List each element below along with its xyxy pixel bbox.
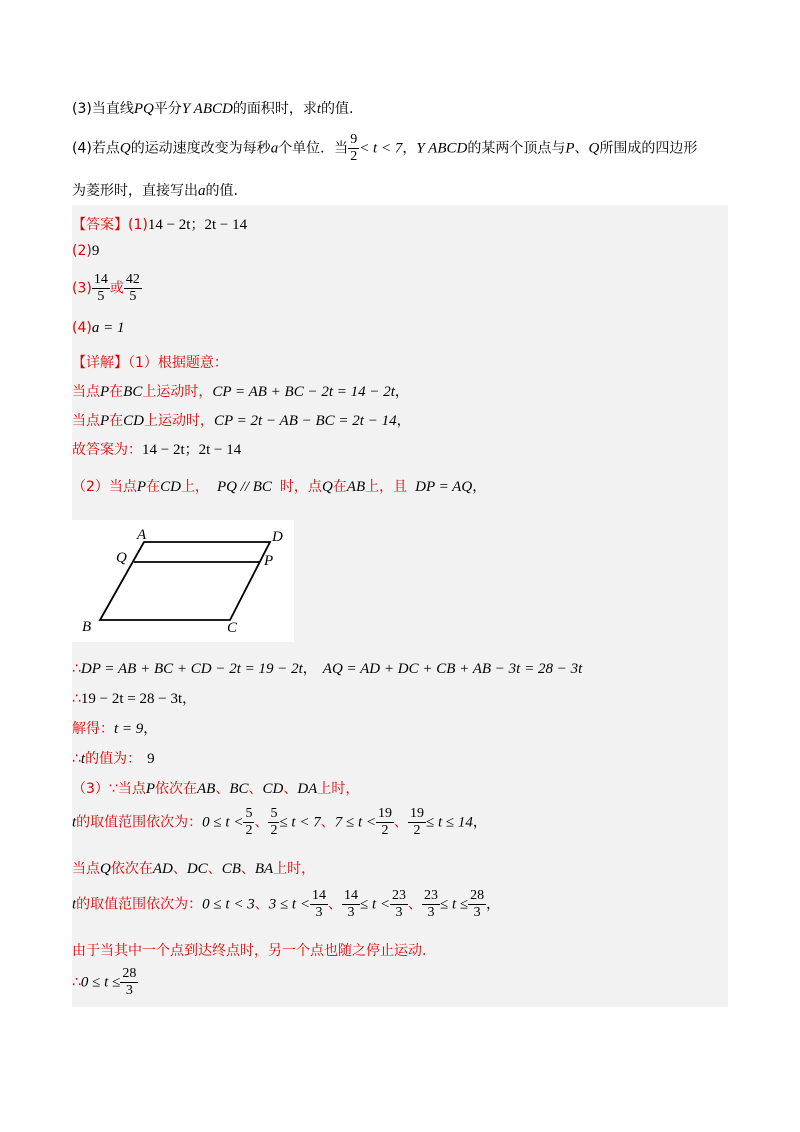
detail-1-line-3: 故答案为：14 − 2t；2t − 14 [72, 442, 242, 458]
fraction: $\frac{9}{2}$ [350, 132, 358, 164]
detail-1-line-2: 当点P在CD上运动时，CP = 2t − AB − BC = 2t − 14， [72, 413, 411, 429]
answer-4: (4)a = 1 [72, 320, 125, 336]
question-number: (3) [72, 101, 92, 117]
label-p: P [264, 553, 274, 569]
question-number: (4) [72, 140, 92, 157]
fraction: $\frac{42}{5}$ [125, 272, 140, 304]
detail-2-eq-4: ∴t的值为： 9 [72, 751, 155, 767]
detail-3-stop: 由于当其中一个点到达终点时，另一个点也随之停止运动. [72, 943, 427, 959]
answer-1: 【答案】(1)14 − 2t；2t − 14 [72, 217, 248, 233]
label-a: A [137, 527, 147, 543]
label-c: C [227, 620, 238, 636]
detail-1-line-1: 当点P在BC上运动时，CP = AB + BC − 2t = 14 − 2t， [72, 384, 409, 400]
detail-2-head: （2）当点P在CD上， PQ // BC 时，点Q在AB上，且 DP = AQ， [72, 479, 487, 495]
answer-label: 【答案】 [72, 217, 128, 233]
detail-3-q-head: 当点Q依次在AD、DC、CB、BA上时， [72, 861, 316, 877]
detail-3-range-p: t的取值范围依次为：0 ≤ t < $\frac{5}{2}$ 、 $\frac{5}{2}$ ≤ t < 7、7 ≤ t < $\frac{19}{2}$ 、 $\frac{19}{2}$ ≤ t ≤ 14， [72, 806, 487, 838]
detail-3-head: （3）∵当点P依次在AB、BC、CD、DA上时， [72, 781, 360, 797]
parallelogram-figure [72, 520, 294, 642]
answer-3: (3) $\frac{14}{5}$ 或 $\frac{42}{5}$ [72, 272, 140, 304]
label-d: D [272, 529, 283, 545]
question-4: (4)若点Q的运动速度改变为每秒a个单位．当 $\frac{9}{2}$ < t < 7，Y ABCD的某两个顶点与P、Q所围成的四边形 [72, 132, 698, 164]
question-3: (3)当直线PQ平分Y ABCD的面积时，求t的值. [72, 101, 354, 117]
detail-2-eq-3: 解得：t = 9， [72, 721, 158, 737]
answer-2: (2)9 [72, 243, 100, 259]
detail-3-range-q: t的取值范围依次为：0 ≤ t < 3、3 ≤ t < $\frac{14}{3}$ 、 $\frac{14}{3}$ ≤ t < $\frac{23}{3}$ 、 $\frac{23}{3}$ ≤ t ≤ $\frac{28}{3}$ ， [72, 888, 501, 920]
label-b: B [82, 619, 92, 635]
detail-2-eq-1: ∴DP = AB + BC + CD − 2t = 19 − 2t， AQ = AD + DC + CB + AB − 3t = 28 − 3t [72, 661, 583, 677]
question-4-cont: 为菱形时，直接写出a的值. [72, 183, 238, 199]
detail-label: 【详解】 [72, 355, 128, 371]
detail-heading: 【详解】（1）根据题意： [72, 355, 228, 371]
label-q: Q [116, 550, 127, 566]
fraction: $\frac{14}{5}$ [93, 272, 108, 304]
detail-3-final: ∴0 ≤ t ≤ $\frac{28}{3}$ [72, 966, 137, 998]
detail-2-eq-2: ∴19 − 2t = 28 − 3t， [72, 691, 197, 707]
